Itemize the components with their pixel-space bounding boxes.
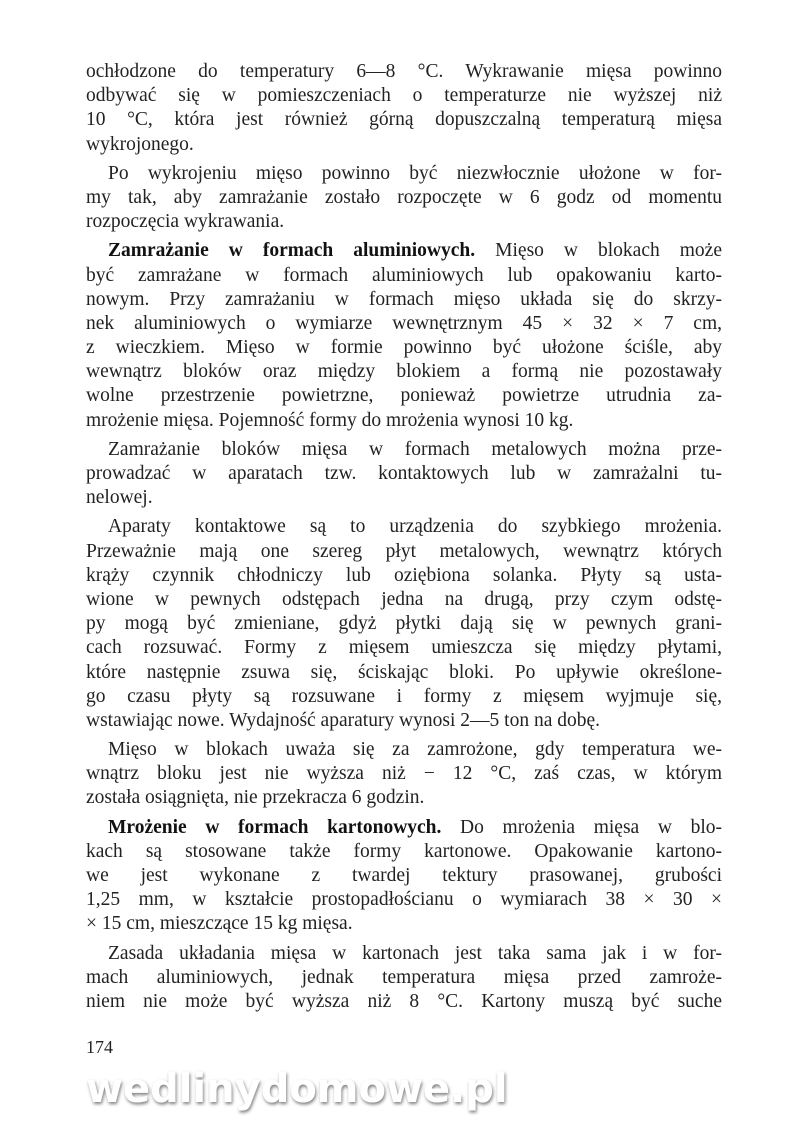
text-line: wnątrz bloku jest nie wyższa niż − 12 °C, zaś czas, w którym: [86, 763, 722, 785]
text-line: mach aluminiowych, jednak temperatura mięsa przed zamroże-: [86, 966, 722, 988]
text-line: wstawiając nowe. Wydajność aparatury wynosi 2—5 ton na dobę.: [86, 709, 600, 731]
text-line: wykrojonego.: [86, 133, 194, 155]
text-line: nowym. Przy zamrażaniu w formach mięso układa się do skrzy-: [86, 288, 722, 310]
text-line: Po wykrojeniu mięso powinno być niezwłocznie ułożone w for-: [108, 162, 722, 184]
paragraph: [86, 162, 722, 235]
text-line: odbywać się w pomieszczeniach o temperaturze nie wyższej niż: [86, 85, 722, 107]
text-line: mrożenie mięsa. Pojemność formy do mrożenia wynosi 10 kg.: [86, 409, 574, 431]
text-run: Mięso w blokach może: [475, 240, 722, 262]
text-line: Mięso w blokach uważa się za zamrożone, gdy temperatura we-: [108, 739, 722, 761]
text-line: Zamrażanie bloków mięsa w formach metalowych można prze-: [108, 438, 722, 460]
text-line: wolne przestrzenie powietrzne, ponieważ powietrze utrudnia za-: [86, 385, 722, 407]
text-line: 1,25 mm, w kształcie prostopadłościanu o wymiarach 38 × 30 ×: [86, 889, 722, 911]
page-number: 174: [86, 1037, 113, 1057]
text-line: została osiągnięta, nie przekracza 6 godzin.: [86, 787, 425, 809]
paragraph: [86, 738, 722, 811]
text-line: we jest wykonane z twardej tektury prasowanej, grubości: [86, 865, 722, 886]
text-line: py mogą być zmieniane, gdyż płytki dają się w pewnych grani-: [86, 613, 722, 635]
text-line: nelowej.: [86, 487, 153, 509]
text-line: kach są stosowane także formy kartonowe. Opakowanie kartono-: [86, 840, 722, 862]
text-line: z wieczkiem. Mięso w formie powinno być ułożone ściśle, aby: [86, 337, 722, 359]
paragraph: [86, 816, 722, 937]
text-line: rozpoczęcia wykrawania.: [86, 211, 285, 233]
text-line: × 15 cm, mieszczące 15 kg mięsa.: [86, 913, 353, 935]
text-line: krąży czynnik chłodniczy lub oziębiona solanka. Płyty są usta-: [86, 564, 722, 586]
text-line: nek aluminiowych o wymiarze wewnętrznym 45 × 32 × 7 cm,: [86, 312, 722, 334]
watermark-logo: wedlinydomowe.pl: [86, 1066, 508, 1112]
text-line: wewnątrz bloków oraz między blokiem a formą nie pozostawały: [86, 361, 722, 383]
text-line: my tak, aby zamrażanie zostało rozpoczęte w 6 godz od momentu: [86, 186, 722, 208]
text-line: Aparaty kontaktowe są to urządzenia do szybkiego mrożenia.: [108, 516, 722, 538]
text-line: Przeważnie mają one szereg płyt metalowych, wewnątrz których: [86, 540, 722, 562]
text-line: wione w pewnych odstępach jedna na drugą, przy czym odstę-: [86, 588, 722, 610]
text-line: ochłodzone do temperatury 6—8 °C. Wykrawanie mięsa powinno: [86, 61, 722, 82]
paragraph: [86, 438, 722, 511]
section-heading: Zamrażanie w formach aluminiowych.: [108, 240, 476, 262]
text-line: być zamrażane w formach aluminiowych lub opakowaniu karto-: [86, 264, 722, 286]
text-run: Do mrożenia mięsa w blo-: [441, 816, 722, 838]
text-line: 10 °C, która jest również górną dopuszczalną temperaturą mięsa: [86, 109, 722, 131]
text-line: [86, 239, 722, 263]
text-line: które następnie zsuwa się, ściskając bloki. Po upływie określone-: [86, 661, 722, 683]
paragraph: [86, 239, 722, 433]
text-line: niem nie może być wyższa niż 8 °C. Kartony muszą być suche: [86, 990, 722, 1012]
section-heading: Mrożenie w formach kartonowych.: [108, 816, 442, 838]
paragraph: [86, 60, 722, 157]
paragraph: [86, 515, 722, 733]
text-line: [86, 816, 722, 840]
paragraph: [86, 942, 722, 1015]
text-line: cach rozsuwać. Formy z mięsem umieszcza się między płytami,: [86, 637, 722, 659]
text-line: prowadzać w aparatach tzw. kontaktowych lub w zamrażalni tu-: [86, 463, 722, 484]
text-line: go czasu płyty są rozsuwane i formy z mięsem wyjmuje się,: [86, 685, 722, 707]
body-text: [86, 60, 722, 1014]
text-line: Zasada układania mięsa w kartonach jest taka sama jak i w for-: [108, 942, 722, 964]
